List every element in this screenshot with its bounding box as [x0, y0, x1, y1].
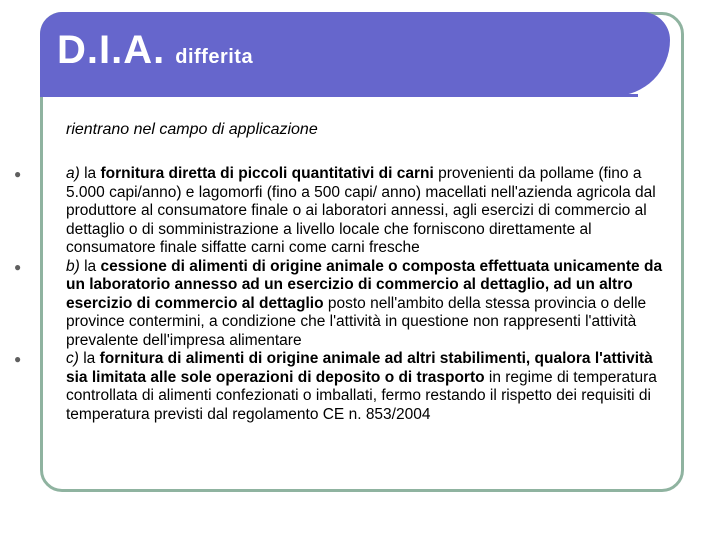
- list-item: [14, 165, 664, 258]
- slide-title: [57, 28, 253, 73]
- bullet-icon: ●: [14, 167, 22, 181]
- intro-text: rientrano nel campo di applicazione: [66, 121, 318, 138]
- item-rest-text: posto nell'ambito della stessa provincia o delle province contermini, a condizione che l'attività in questione non rappresenti l'attività prevalente dell'impresa alimentare: [66, 294, 647, 349]
- item-bold-text: fornitura diretta di piccoli quantitativi di carni: [100, 165, 434, 182]
- title-sub: differita: [175, 46, 254, 68]
- item-lead: la: [78, 350, 100, 367]
- item-rest-text: in regime di temperatura controllata di alimenti confezionati o imballati, fermo restando il rispetto dei requisiti di temperatura previsti dal regolamento CE n. 853/2004: [66, 368, 657, 423]
- item-lead: la: [79, 257, 101, 275]
- list-item: [14, 350, 664, 424]
- item-bold-text: cessione di alimenti di origine animale o composta effettuata unicamente da un laboratorio annesso ad un esercizio di commercio al dettaglio, ad un altro esercizio di commercio al dettaglio: [66, 257, 663, 312]
- item-lead: la: [79, 165, 101, 182]
- item-letter: b): [66, 257, 80, 275]
- list-item: [14, 257, 664, 351]
- item-rest-text: provenienti da pollame (fino a 5.000 capi/anno) e lagomorfi (fino a 500 capi/ anno) macellati nell'azienda agricola dal produttore al consumatore finale o ai laboratori annessi, agli esercizi di commercio al dettaglio o di somministrazione a livello locale che forniscono direttamente al consumatore finale siffatte carni come carni fresche: [66, 165, 656, 256]
- item-bold-text: fornitura di alimenti di origine animale ad altri stabilimenti, qualora l'attività sia limitata alle sole operazioni di deposito o di trasporto: [66, 350, 653, 386]
- item-letter: a): [66, 165, 80, 182]
- title-main: D.I.A.: [57, 28, 166, 72]
- bullet-icon: ●: [14, 352, 22, 366]
- item-letter: c): [66, 350, 79, 367]
- title-underline: [40, 94, 638, 97]
- bullet-icon: ●: [14, 259, 22, 274]
- bullet-list: [14, 165, 664, 424]
